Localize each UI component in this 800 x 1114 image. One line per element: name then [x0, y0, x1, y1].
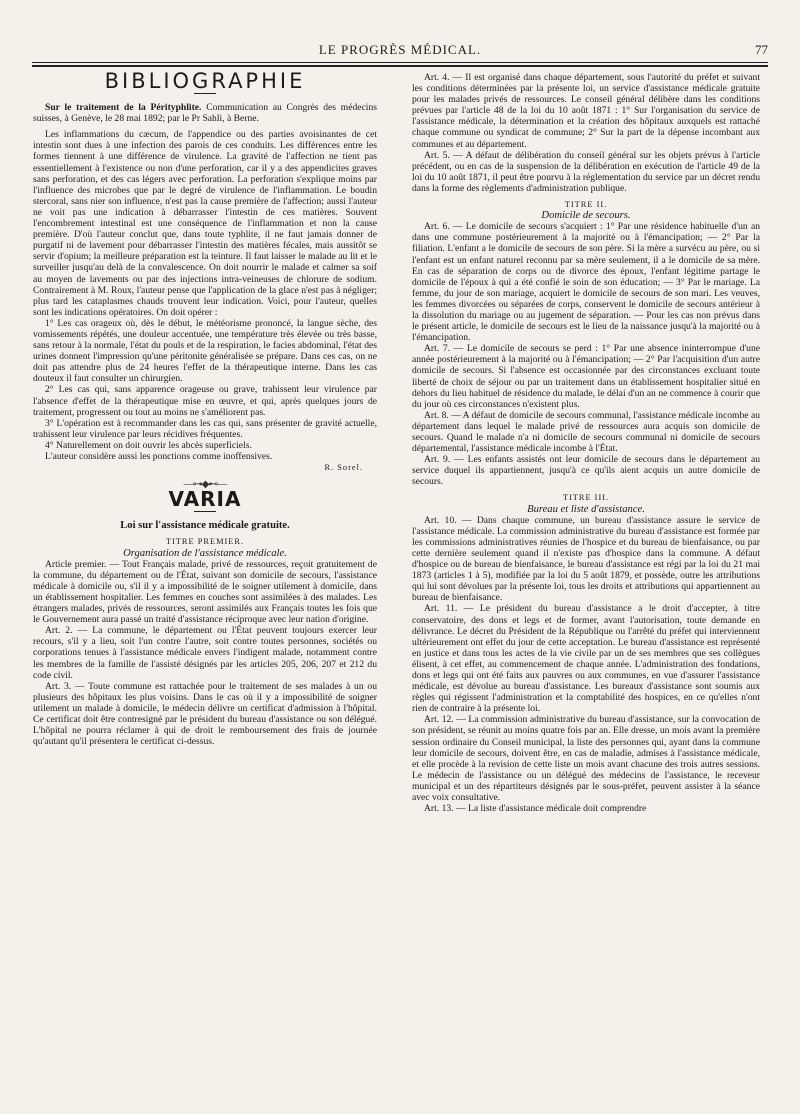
title-divider	[194, 511, 216, 512]
journal-title: LE PROGRÈS MÉDICAL.	[318, 42, 482, 57]
law-title: Loi sur l'assistance médicale gratuite.	[120, 520, 290, 532]
law-article: Art. 12. — La commission administrative du bureau d'assistance, sur la convocation de son président, se réunit au moins quatre fois par an. Elle dresse, un mois avant la première session ordinaire du Conseil municipal, la liste des personnes qui, ayant dans la commune leur domicile de secours, doivent être, en cas de maladie, admises à l'assistance médicale, et elle procède à la revision de cette liste un mois avant chacune des trois autres sessions. Le médecin de l'assistance ou un délégué des médecins de l'assistance, le receveur municipal et un des répartiteurs désignés par le sous-préfet, peuvent assister à la séance avec voix consultative.	[412, 714, 760, 803]
law-article: Art. 5. — A défaut de délibération du conseil général sur les objets prévus à l'article précédent, ou en cas de la suspension de la délibération en exécution de l'article 49 de la loi du 10 août 1871, il peut être pourvu à la réglementation du service par un décret rendu dans la forme des règlements d'administration publique.	[412, 149, 760, 194]
law-article: Art. 7. — Le domicile de secours se perd : 1° Par une absence ininterrompue d'une année postérieurement à la majorité ou à l'émancipation; — 2° Par l'acquisition d'un autre domicile de secours. Si l'absence est occasionnée par des circonstances excluant toute liberté de choix de séjour ou par un traitement dans un établissement hospitalier situé en dehors du lieu habituel de résidence du malade, le délai d'un an ne commence à courir que du jour où ces circonstances n'existent plus.	[412, 343, 760, 410]
ornament-divider: —⊶◆⊷—	[183, 479, 227, 491]
review-signature: R. Sorel.	[324, 463, 363, 473]
section-title-bibliographie: BIBLIOGRAPHIE	[104, 69, 306, 93]
law-article: Art. 13. — La liste d'assistance médicale doit comprendre	[424, 803, 647, 815]
titre-subheading: Organisation de l'assistance médicale.	[123, 547, 287, 559]
law-article: Art. 11. — Le président du bureau d'assistance a le droit d'accepter, à titre conservatoire, des dons et legs et de former, avant l'autorisation, toute demande en délivrance. Le décret du Président de la République ou l'arrêté du préfet qui interviennent ultérieurement ont effet du jour de cette acceptation. Le bureau d'assistance est représenté en justice et dans tous les actes de la vie civile par un de ses membres que ses collègues élisent, à cet effet, au commencement de chaque année. L'administration des fondations, dons et legs qui ont été faits aux pauvres ou aux communes, en vue d'assurer l'assistance médicale, est dévolue au bureau d'assistance. Les bureaux d'assistance sont soumis aux règles qui régissent l'administration et la comptabilité des hospices, en ce qu'elles n'ont rien de contraire à la présente loi.	[412, 603, 760, 715]
law-article: Art. 8. — A défaut de domicile de secours communal, l'assistance médicale incombe au département dans lequel le malade privé de ressources aura acquis son domicile de secours. Quand le malade n'a ni domicile de secours communal ni domicile de secours départemental, l'assistance médicale incombe à l'État.	[412, 409, 760, 455]
titre-heading: TITRE PREMIER.	[165, 537, 245, 547]
law-article: Art. 9. — Les enfants assistés ont leur domicile de secours dans le département au service duquel ils appartiennent, jusqu'à ce qu'ils aient acquis un autre domicile de secours.	[412, 454, 760, 488]
title-divider	[194, 93, 216, 94]
titre-heading: TITRE II.	[564, 200, 608, 210]
book-title: Sur le traitement de la Pérityphlite.	[45, 102, 202, 114]
book-details: Communication au Congrès des médecins suisses, à Genève, le 28 mai 1892; par le Pr Sahli, à Berne.	[33, 102, 377, 125]
law-article: Art. 4. — Il est organisé dans chaque département, sous l'autorité du préfet et suivant les conditions déterminées par la présente loi, un service d'assistance médicale gratuite pour les malades privés de ressources. Le conseil général délibère dans les conditions prévues par l'article 48 de la loi du 10 août 1871 : 1° Sur l'organisation du service de l'assistance médicale, la détermination et la création des hôpitaux auxquels est rattaché chaque commune ou syndicat de commune; 2° Sur la part de la dépense incombant aux communes et au département.	[412, 72, 760, 150]
review-paragraph: 2° Les cas qui, sans apparence orageuse ou grave, trahissent leur virulence par l'absence d'effet de la thérapeutique mise en œuvre, et qui, après quelques jours de traitement, progressent ou tout au moins ne s'améliorent pas.	[33, 384, 377, 418]
review-paragraph: 3° L'opération est à recommander dans les cas qui, sans présenter de gravité actuelle, trahissent leur virulence par leurs récidives fréquentes.	[33, 417, 377, 440]
law-article: Article premier. — Tout Français malade, privé de ressources, reçoit gratuitement de la commune, du département ou de l'État, suivant son domicile de secours, l'assistance médicale à domicile ou, s'il il y a impossibilité de le soigner utilement à domicile, dans un établissement hospitalier. Les femmes en couches sont assimilées à des malades. Les étrangers malades, privés de ressources, seront assimilés aux Français toutes les fois que le Gouvernement aura passé un traité d'assistance réciproque avec leur nation d'origine.	[33, 558, 377, 626]
header-rule-thick	[32, 65, 768, 67]
review-paragraph: Les inflammations du cæcum, de l'appendice ou des parties avoisinantes de cet intestin sont dues à une infection des parois de ces conduits. Les différences entre les formes tiennent à une différence de virulence. La gravité de l'affection ne tient pas essentiellement à l'existence ou non d'une perforation, car il y a des appendicites graves sans perforation, et des cas légers avec perforation. La perforation s'explique moins par l'influence des microbes que par le degré de virulence de l'inflammation. Le boudin stercoral, sans nier son influence, n'est pas la cause première de l'affection; aussi l'auteur ne voit pas une indication à débarrasser l'intestin de ces matières. Souvent l'encombrement intestinal est une conséquence de l'inflammation et non la cause première. D'où l'auteur conclut que, dans toute typhlite, il ne faut jamais donner de purgatif ni de lavement pour débarrasser l'intestin des matières fécales, mais aussitôt se servir d'opium; la meilleure préparation est la teinture. Il faut laisser le malade au lit et le surveiller jusqu'au delà de la convalescence. On doit nourrir le malade et calmer sa soif au moyen de lavements ou par des injections intra-veineuses de chlorure de sodium. Contrairement à M. Roux, l'auteur pense que l'application de la glace n'est pas à négliger; plus tard les cataplasmes chauds trouvent leur indication. Voici, pour l'auteur, quelles sont les indications opératoires. On doit opérer :	[33, 129, 377, 318]
law-article: Art. 2. — La commune, le département ou l'État peuvent toujours exercer leur recours, s'il y a lieu, soit l'un contre l'autre, soit contre toutes personnes, sociétés ou corporations tenues à l'assistance médicale envers l'indigent malade, notamment contre les membres de la famille de l'assisté désignés par les articles 205, 206, 207 et 212 du code civil.	[33, 625, 377, 681]
section-title-varia: VARIA	[168, 487, 242, 512]
review-paragraph: 1° Les cas orageux où, dès le début, le météorisme prononcé, la langue sèche, des vomissements répétés, une douleur accentuée, une température très élevée ou très basse, sans retour à la normale, l'état du pouls et de la respiration, le facies abdominal, l'état des urines donnent l'impression qu'une péritonite généralisée se prépare. Dans ces cas, on ne doit pas attendre plus de 24 heures l'effet de la thérapeutique interne. Dans les cas douteux il faut consulter un chirurgien.	[33, 317, 377, 385]
law-article: Art. 3. — Toute commune est rattachée pour le traitement de ses malades à un ou plusieurs des hôpitaux les plus voisins. Dans le cas où il y a impossibilité de soigner utilement un malade à domicile, le médecin délivre un certificat d'admission à l'hôpital. Ce certificat doit être contresigné par le président du bureau d'assistance ou son délégué. L'hôpital ne pourra réclamer à qui de droit le remboursement des frais de journée qu'autant qu'il présentera le certificat ci-dessus.	[33, 680, 377, 748]
titre-heading: TITRE III.	[562, 493, 610, 503]
book-reference	[33, 102, 377, 124]
page-number: 77	[755, 42, 768, 57]
running-header	[32, 42, 768, 62]
law-article: Art. 6. — Le domicile de secours s'acquiert : 1° Par une résidence habituelle d'un an dans une commune postérieurement à la majorité ou à l'émancipation; — 2° Par la filiation. L'enfant a le domicile de secours de son père. Si la mère a survécu au père, ou si l'enfant est un enfant naturel reconnu par sa mère seulement, il a le domicile de sa mère. En cas de séparation de corps ou de divorce des époux, l'enfant légitime partage le domicile de l'époux à qui a été confié le soin de son éducation; — 3° Par le mariage. La femme, du jour de son mariage, acquiert le domicile de secours de son mari. Les veuves, les femmes divorcées ou séparées de corps, conservent le domicile de secours antérieur à la dissolution du mariage ou au jugement de séparation. — Pour les cas non prévus dans le présent article, le domicile de secours est le lieu de la naissance jusqu'à la majorité ou à l'émancipation.	[412, 221, 760, 344]
right-column	[412, 72, 760, 814]
header-rule	[32, 62, 768, 63]
left-column	[33, 69, 377, 748]
review-paragraph: L'auteur considère aussi les ponctions comme inoffensives.	[45, 451, 273, 462]
titre-subheading: Domicile de secours.	[541, 210, 631, 222]
review-paragraph: 4° Naturellement on doit ouvrir les abcès superficiels.	[45, 439, 252, 451]
titre-subheading: Bureau et liste d'assistance.	[527, 503, 645, 515]
law-article: Art. 10. — Dans chaque commune, un bureau d'assistance assure le service de l'assistance médicale. La commission administrative du bureau d'assistance est formée par les commissions administratives réunies de l'hospice et du bureau de bienfaisance, ou par cette dernière seulement quand il n'existe pas d'hospice dans la commune. A défaut d'hospice ou de bureau de bienfaisance, le bureau d'assistance est régi par la loi du 21 mai 1873 (articles 1 à 5), modifiée par la loi du 5 août 1879, et possède, outre les attributions qui lui sont dévolues par la présente loi, tous les droits et attributions qui appartiennent au bureau de bienfaisance.	[412, 514, 760, 604]
